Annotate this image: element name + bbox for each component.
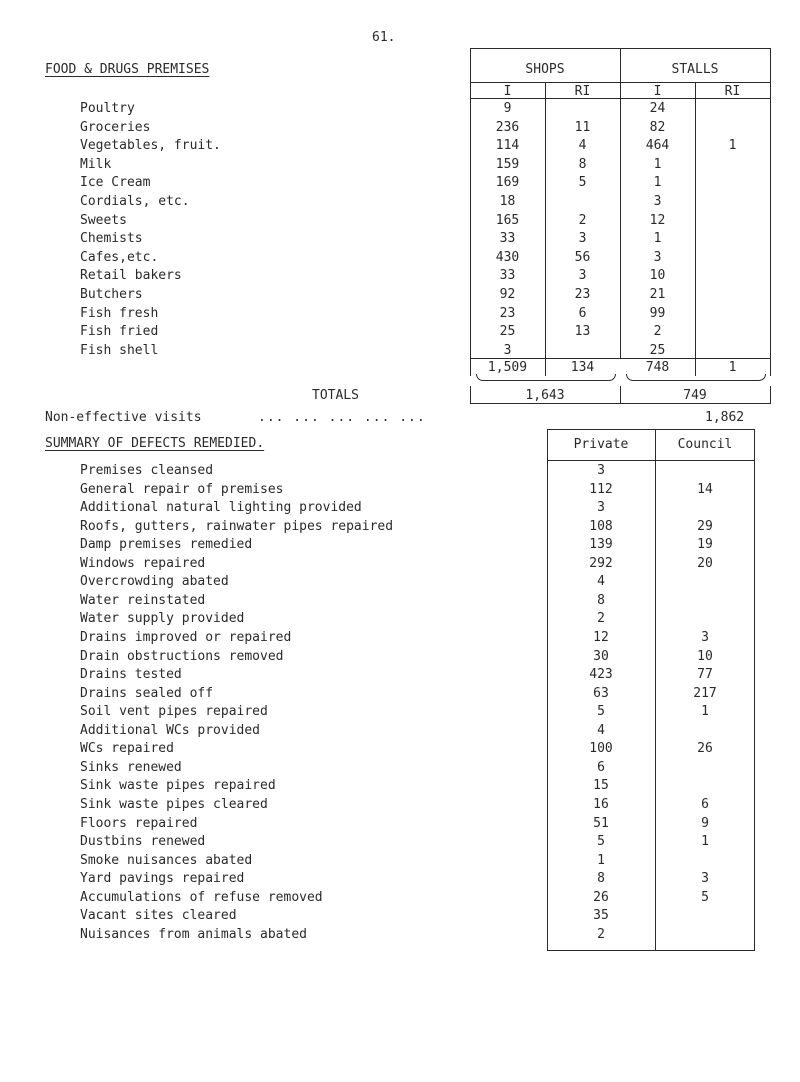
shops-i-value: 236 [495,119,520,135]
food-row-label: Cafes,etc. [80,249,159,265]
defect-row-label: Drains sealed off [80,685,214,701]
stalls-header: STALLS [671,62,719,77]
defect-row-label: General repair of premises [80,481,284,497]
private-value: 30 [593,648,609,664]
defects-heading: SUMMARY OF DEFECTS REMEDIED. [45,436,265,451]
defect-row-label: Sink waste pipes repaired [80,778,276,794]
non-effective-dots: ... ... ... ... ... [258,410,426,425]
food-row-label: Vegetables, fruit. [80,138,221,154]
private-value: 1 [597,852,605,868]
council-value: 14 [697,481,713,497]
private-value: 423 [589,667,613,682]
shops-i-value: 3 [503,342,512,358]
defect-row-label: WCs repaired [80,741,174,757]
subtotal-shops-i: 1,509 [487,360,528,375]
council-value: 6 [701,796,709,812]
shops-i-value: 430 [495,249,520,265]
food-row-label: Fish shell [80,342,159,358]
stalls-i-value: 1 [653,156,662,172]
council-value: 217 [693,685,717,701]
food-row-label: Chemists [80,231,143,247]
shops-i-value: 9 [503,101,512,116]
private-value: 292 [589,555,613,571]
shops-ri-value: 5 [578,175,587,191]
private-value: 51 [593,815,609,831]
private-value: 2 [597,926,605,942]
shops-ri-value: 13 [574,324,591,340]
defect-row-label: Water reinstated [80,592,206,608]
private-value: 63 [593,685,609,701]
private-value: 16 [593,796,609,812]
shops-i-header: I [503,84,512,99]
defect-row-label: Windows repaired [80,555,206,571]
food-row-label: Fish fried [80,324,159,340]
stalls-ri-value: 1 [728,138,737,154]
shops-ri-value: 3 [578,231,587,247]
defect-row-label: Yard pavings repaired [80,871,245,887]
private-value: 5 [597,704,605,720]
shops-ri-value: 4 [578,138,587,154]
stalls-i-value: 3 [653,194,662,209]
private-value: 4 [597,574,605,590]
defect-row-label: Overcrowding abated [80,574,229,590]
council-value: 5 [701,889,709,905]
council-value: 1 [701,834,709,849]
council-value: 26 [697,741,713,757]
shops-ri-value: 11 [574,119,591,135]
defect-row-label: Dustbins renewed [80,834,206,849]
council-header: Council [677,437,733,452]
stalls-i-value: 25 [649,342,666,358]
council-value: 29 [697,518,713,534]
council-value: 3 [701,630,709,645]
private-value: 3 [597,500,605,516]
private-value: 26 [593,889,609,905]
private-value: 8 [597,592,605,608]
defect-row-label: Premises cleansed [80,463,214,478]
food-row-label: Retail bakers [80,268,182,284]
stalls-i-value: 10 [649,268,666,284]
shops-ri-value: 23 [574,287,591,302]
shops-i-value: 169 [495,175,520,191]
stalls-i-value: 24 [649,101,666,116]
shops-i-value: 23 [499,305,516,321]
private-value: 2 [597,611,605,627]
page-number: 61. [372,30,396,45]
defect-row-label: Drains tested [80,667,182,682]
food-row-label: Groceries [80,119,151,135]
totals-label: TOTALS [312,388,359,403]
private-value: 108 [589,518,613,534]
stalls-i-value: 1 [653,175,662,191]
stalls-i-header: I [653,84,662,99]
total-shops: 1,643 [525,388,565,403]
defect-row-label: Drains improved or repaired [80,630,292,645]
shops-i-value: 25 [499,324,516,340]
private-value: 4 [597,722,605,738]
stalls-i-value: 464 [645,138,670,154]
stalls-i-value: 99 [649,305,666,321]
shops-i-value: 165 [495,212,520,228]
stalls-i-value: 1 [653,231,662,247]
private-value: 8 [597,871,605,887]
food-row-label: Fish fresh [80,305,159,321]
stalls-i-value: 12 [649,212,666,228]
food-row-label: Poultry [80,101,135,116]
food-row-label: Cordials, etc. [80,194,190,209]
council-value: 9 [701,815,709,831]
defect-row-label: Additional WCs provided [80,722,261,738]
food-row-label: Milk [80,156,112,172]
council-value: 3 [701,871,709,887]
private-value: 12 [593,630,609,645]
shops-ri-value: 3 [578,268,587,284]
food-row-label: Ice Cream [80,175,151,191]
shops-ri-value: 6 [578,305,587,321]
shops-i-value: 92 [499,287,516,302]
defect-row-label: Water supply provided [80,611,245,627]
defect-row-label: Drain obstructions removed [80,648,284,664]
subtotal-shops-ri: 134 [570,360,595,375]
stalls-i-value: 3 [653,249,662,265]
private-value: 35 [593,908,609,924]
shops-i-value: 33 [499,268,516,284]
defect-row-label: Soil vent pipes repaired [80,704,268,720]
shops-header: SHOPS [525,62,565,77]
defect-row-label: Accumulations of refuse removed [80,889,323,905]
defect-row-label: Floors repaired [80,815,198,831]
defect-row-label: Nuisances from animals abated [80,926,307,942]
defect-row-label: Vacant sites cleared [80,908,237,924]
council-value: 19 [697,537,713,553]
shops-i-value: 114 [495,138,520,154]
private-value: 100 [589,741,613,757]
defect-row-label: Smoke nuisances abated [80,852,253,868]
stalls-i-value: 21 [649,287,666,302]
council-value: 10 [697,648,713,664]
defect-row-label: Sink waste pipes cleared [80,796,268,812]
shops-ri-header: RI [574,84,591,99]
stalls-brace [626,374,766,381]
food-row-label: Sweets [80,212,127,228]
defect-row-label: Sinks renewed [80,759,182,775]
non-effective-value: 1,862 [705,410,745,425]
shops-i-value: 159 [495,156,520,172]
council-value: 20 [697,555,713,571]
stalls-ri-header: RI [724,84,741,99]
shops-brace [476,374,616,381]
private-value: 5 [597,834,605,849]
stalls-i-value: 2 [653,324,662,340]
shops-ri-value: 8 [578,156,587,172]
private-value: 15 [593,778,609,794]
defect-row-label: Additional natural lighting provided [80,500,362,516]
shops-i-value: 18 [499,194,516,209]
defect-row-label: Roofs, gutters, rainwater pipes repaired [80,518,394,534]
private-value: 3 [597,463,605,478]
food-drugs-heading: FOOD & DRUGS PREMISES [45,62,210,77]
private-value: 112 [589,481,613,497]
council-value: 77 [697,667,713,682]
private-header: Private [573,437,629,452]
shops-i-value: 33 [499,231,516,247]
shops-ri-value: 56 [574,249,591,265]
subtotal-stalls-ri: 1 [728,360,737,375]
private-value: 6 [597,759,605,775]
total-stalls: 749 [683,388,707,403]
subtotal-stalls-i: 748 [645,360,670,375]
defect-row-label: Damp premises remedied [80,537,253,553]
council-value: 1 [701,704,709,720]
shops-ri-value: 2 [578,212,587,228]
private-value: 139 [589,537,613,553]
non-effective-label: Non-effective visits [45,410,202,425]
stalls-i-value: 82 [649,119,666,135]
food-row-label: Butchers [80,287,143,302]
